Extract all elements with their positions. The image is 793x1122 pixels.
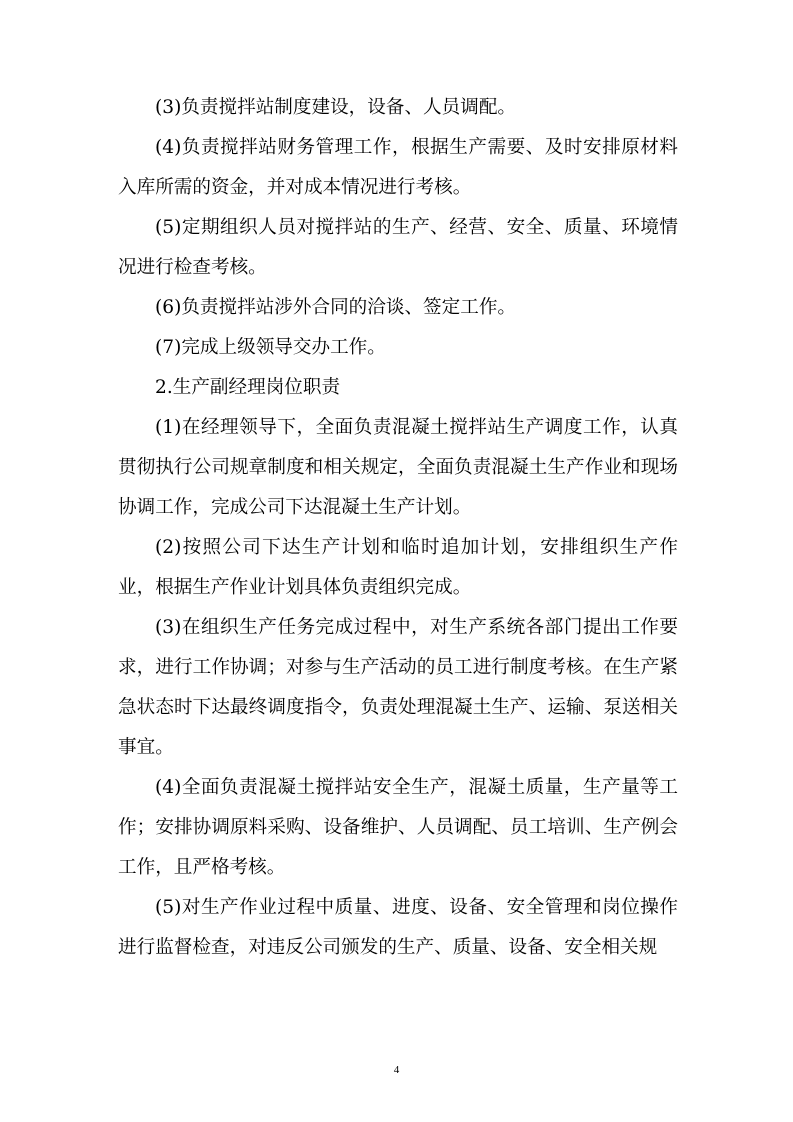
section-heading-production-deputy: 2.生产副经理岗位职责	[155, 377, 341, 398]
document-body	[118, 88, 678, 968]
paragraph-manager-duty-6: (6)负责搅拌站涉外合同的洽谈、签定工作。	[155, 297, 517, 318]
page-number: 4	[393, 1064, 400, 1076]
paragraph-deputy-duty-5: (5)对生产作业过程中质量、进度、设备、安全管理和岗位操作进行监督检查，对违反公司颁发的生产、质量、设备、安全相关规	[118, 897, 678, 958]
paragraph-deputy-duty-4: (4)全面负责混凝土搅拌站安全生产，混凝土质量，生产量等工作；安排协调原料采购、设备维护、人员调配、员工培训、生产例会工作，且严格考核。	[118, 777, 678, 878]
paragraph-manager-duty-7: (7)完成上级领导交办工作。	[155, 337, 386, 358]
paragraph-deputy-duty-2: (2)按照公司下达生产计划和临时追加计划，安排组织生产作业，根据生产作业计划具体负责组织完成。	[118, 537, 678, 598]
paragraph-manager-duty-5: (5)定期组织人员对搅拌站的生产、经营、安全、质量、环境情况进行检查考核。	[118, 217, 678, 278]
paragraph-manager-duty-3: (3)负责搅拌站制度建设，设备、人员调配。	[155, 97, 517, 118]
paragraph-deputy-duty-1: (1)在经理领导下，全面负责混凝土搅拌站生产调度工作，认真贯彻执行公司规章制度和相关规定，全面负责混凝土生产作业和现场协调工作，完成公司下达混凝土生产计划。	[118, 417, 678, 518]
paragraph-manager-duty-4: (4)负责搅拌站财务管理工作，根据生产需要、及时安排原材料入库所需的资金，并对成本情况进行考核。	[118, 137, 678, 198]
paragraph-deputy-duty-3: (3)在组织生产任务完成过程中，对生产系统各部门提出工作要求，进行工作协调；对参与生产活动的员工进行制度考核。在生产紧急状态时下达最终调度指令，负责处理混凝土生产、运输、泵送相关事宜。	[118, 617, 678, 758]
